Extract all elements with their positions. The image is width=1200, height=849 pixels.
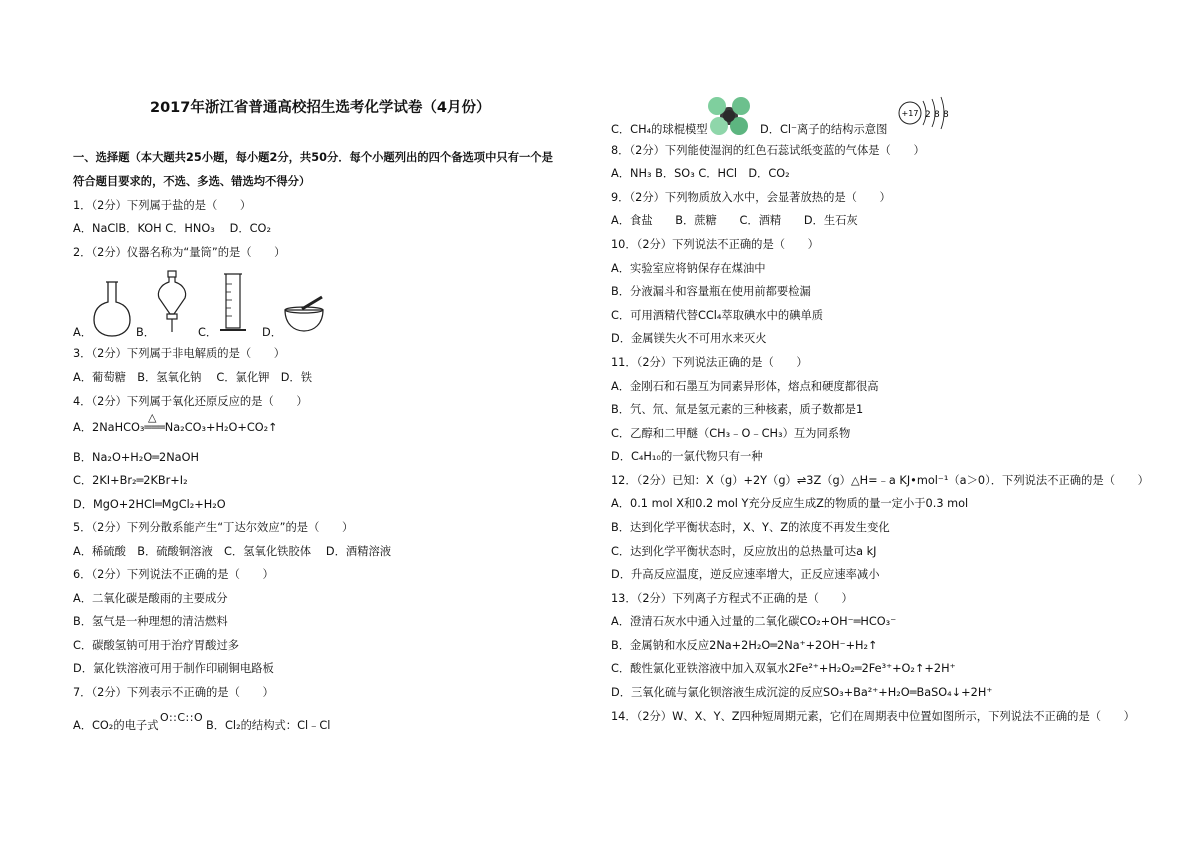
q4-option-a: A．2NaHCO₃═══Na₂CO₃+H₂O+CO₂↑	[73, 421, 278, 434]
q12-option-c: C．达到化学平衡状态时，反应放出的总热量可达a kJ	[611, 545, 877, 558]
shell-2: 8	[934, 110, 940, 120]
shell-3: 8	[943, 110, 949, 120]
q7-option-a: A．CO₂的电子式	[73, 719, 159, 732]
q2-option-b-label: B．	[136, 326, 156, 339]
q13-option-c: C．酸性氯化亚铁溶液中加入双氧水2Fe²⁺+H₂O₂═2Fe³⁺+O₂↑+2H⁺	[611, 662, 956, 675]
co2-electron-formula: O::C::O	[160, 711, 204, 724]
q4-option-c: C．2KI+Br₂═2KBr+I₂	[73, 474, 188, 487]
question-3: 3．（2分）下列属于非电解质的是（ ）	[73, 347, 286, 360]
q6-option-c: C．碳酸氢钠可用于治疗胃酸过多	[73, 639, 240, 652]
flask-icon	[92, 280, 132, 338]
q11-option-c: C．乙醇和二甲醚（CH₃﹣O﹣CH₃）互为同系物	[611, 427, 851, 440]
q10-option-d: D．金属镁失火不可用水来灭火	[611, 332, 767, 345]
q7-option-b: B．Cl₂的结构式：Cl﹣Cl	[206, 719, 331, 732]
q10-option-a: A．实验室应将钠保存在煤油中	[611, 262, 766, 275]
graduated-cylinder-icon	[216, 272, 250, 334]
question-2: 2．（2分）仪器名称为“量筒”的是（ ）	[73, 246, 286, 259]
q12-option-a: A．0.1 mol X和0.2 mol Y充分反应生成Z的物质的量一定小于0.3 mol	[611, 497, 969, 510]
ball-stick-model-icon	[706, 96, 752, 136]
q11-option-d: D．C₄H₁₀的一氯代物只有一种	[611, 450, 763, 463]
question-14: 14．（2分）W、X、Y、Z四种短周期元素，它们在周期表中位置如图所示，下列说法不正确的是（ ）	[611, 710, 1135, 723]
section-heading-line1: 一、选择题（本大题共25小题，每小题2分，共50分．每个小题列出的四个备选项中只有一个是	[73, 151, 553, 164]
q6-option-b: B．氢气是一种理想的清洁燃料	[73, 615, 228, 628]
q13-option-d: D．三氧化硫与氯化钡溶液生成沉淀的反应SO₃+Ba²⁺+H₂O═BaSO₄↓+2H⁺	[611, 686, 993, 699]
q6-option-a: A．二氧化碳是酸雨的主要成分	[73, 592, 228, 605]
question-4: 4．（2分）下列属于氧化还原反应的是（ ）	[73, 395, 308, 408]
heat-symbol: △	[148, 411, 157, 424]
question-12: 12．（2分）已知：X（g）+2Y（g）⇌3Z（g）△H=﹣a KJ•mol⁻¹（a＞0）．下列说法不正确的是（ ）	[611, 474, 1149, 487]
shell-1: 2	[925, 110, 931, 120]
q13-option-b: B．金属钠和水反应2Na+2H₂O═2Na⁺+2OH⁻+H₂↑	[611, 639, 878, 652]
question-6: 6．（2分）下列说法不正确的是（ ）	[73, 568, 274, 581]
question-11: 11．（2分）下列说法正确的是（ ）	[611, 356, 808, 369]
q12-option-b: B．达到化学平衡状态时，X、Y、Z的浓度不再发生变化	[611, 521, 890, 534]
question-13: 13．（2分）下列离子方程式不正确的是（ ）	[611, 592, 853, 605]
q2-option-d-label: D．	[262, 326, 282, 339]
q4-option-d: D．MgO+2HCl═MgCl₂+H₂O	[73, 498, 226, 511]
mortar-pestle-icon	[282, 294, 328, 334]
question-9: 9．（2分）下列物质放入水中，会显著放热的是（ ）	[611, 191, 891, 204]
q10-option-b: B．分液漏斗和容量瓶在使用前都要检漏	[611, 285, 811, 298]
separatory-funnel-icon	[154, 270, 190, 334]
q7-option-c: C．CH₄的球棍模型	[611, 123, 708, 136]
q6-option-d: D．氯化铁溶液可用于制作印刷铜电路板	[73, 662, 274, 675]
question-10: 10．（2分）下列说法不正确的是（ ）	[611, 238, 819, 251]
q2-option-a-label: A．	[73, 326, 93, 339]
question-5: 5．（2分）下列分散系能产生“丁达尔效应”的是（ ）	[73, 521, 354, 534]
q13-option-a: A．澄清石灰水中通入过量的二氧化碳CO₂+OH⁻═HCO₃⁻	[611, 615, 897, 628]
q10-option-c: C．可用酒精代替CCl₄萃取碘水中的碘单质	[611, 309, 824, 322]
question-1: 1．（2分）下列属于盐的是（ ）	[73, 199, 252, 212]
q2-option-c-label: C．	[198, 326, 218, 339]
ion-structure-diagram	[895, 96, 951, 132]
section-heading-line2: 符合题目要求的，不选、多选、错选均不得分）	[73, 175, 311, 188]
q11-option-b: B．氕、氘、氚是氢元素的三种核素，质子数都是1	[611, 403, 864, 416]
q1-options: A．NaClB．KOH C．HNO₃ D．CO₂	[73, 222, 271, 235]
q4-option-b: B．Na₂O+H₂O═2NaOH	[73, 451, 199, 464]
question-8: 8．（2分）下列能使湿润的红色石蕊试纸变蓝的气体是（ ）	[611, 144, 925, 157]
q12-option-d: D．升高反应温度，逆反应速率增大，正反应速率减小	[611, 568, 880, 581]
question-7: 7．（2分）下列表示不正确的是（ ）	[73, 686, 274, 699]
q11-option-a: A．金刚石和石墨互为同素异形体，熔点和硬度都很高	[611, 380, 879, 393]
q5-options: A．稀硫酸 B．硫酸铜溶液 C．氢氧化铁胶体 D．酒精溶液	[73, 545, 392, 558]
nucleus-charge: +17	[901, 109, 919, 118]
q7-option-d: D．Cl⁻离子的结构示意图	[760, 123, 888, 136]
page-title: 2017年浙江省普通高校招生选考化学试卷（4月份）	[150, 100, 491, 116]
q3-options: A．葡萄糖 B．氢氧化钠 C．氯化钾 D．铁	[73, 371, 313, 384]
q9-options: A．食盐 B．蔗糖 C．酒精 D．生石灰	[611, 214, 858, 227]
q8-options: A．NH₃ B．SO₃ C．HCl D．CO₂	[611, 167, 790, 180]
